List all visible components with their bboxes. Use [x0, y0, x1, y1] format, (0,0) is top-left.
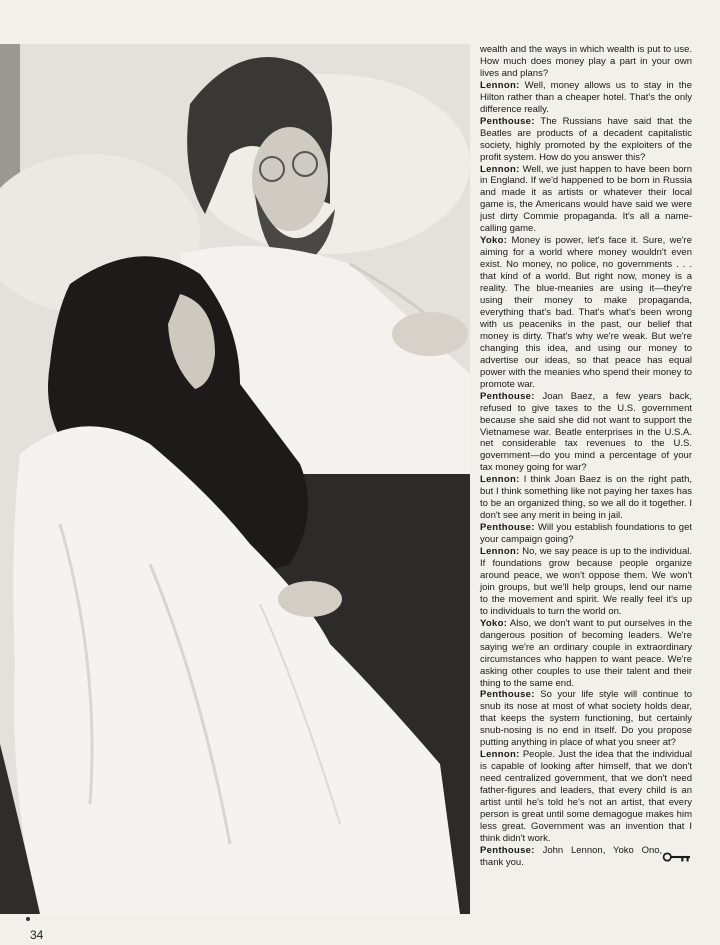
paragraph: Lennon: Well, we just happen to have been born in England. If we'd happened to be born in Russia and made it as artists or whatever their local game is, the Americans would have said we were just dirty Commie propaganda. It's all a name-calling game. [480, 163, 693, 235]
speaker-label: Yoko: [480, 617, 508, 629]
speaker-label: Lennon: [480, 546, 520, 558]
closing-paragraph: Penthouse: John Lennon, Yoko Ono, thank you. [480, 845, 692, 869]
paragraph: Lennon: Well, money allows us to stay in the Hilton rather than a cheaper hotel. That's the only difference really. [480, 79, 692, 115]
paragraph: Penthouse: The Russians have said that the Beatles are products of a decadent capitalistic society, highly promoted by the exploiters of the profit system. How do you answer this? [480, 115, 693, 163]
speaker-label: Penthouse: [480, 390, 535, 402]
paragraph: Yoko: Also, we don't want to put ourselves in the dangerous position of becoming leaders. We're saying we're an ordinary couple in extraordinary circumstances who happen to want peace. We're asking other couples to use their talent and their thing to the same end. [480, 617, 692, 689]
paragraph: Penthouse: So your life style will continue to snub its nose at most of what society holds dear, that keeps the system functioning, but certainly snub-nosing is no end in itself. Do you propose putting anything in place of what you sneer at? [480, 689, 692, 749]
speaker-label: Yoko: [480, 235, 508, 247]
paragraph: Lennon: People. Just the idea that the individual is capable of looking after himself, that we don't need centralized government, that we don't need father-figures and leaders, that every child is an artist until he's told he's not an artist, that every person is great until some demagogue makes him less great. Government was an invention that I think didn't work. [480, 749, 692, 844]
paragraph: Lennon: I think Joan Baez is on the right path, but I think something like not paying her taxes has to be an organized thing, so we all do it together. I don't see any merit in being in jail. [480, 474, 692, 522]
interview-text-column [480, 44, 692, 919]
paragraph: Lennon: No, we say peace is up to the individual. If foundations grow because people organize around peace, we won't oppose them. We won't join groups, but we'll help groups, lend our name to the movement and spirit. We really feel it's up to individuals to turn the world on. [480, 546, 692, 617]
page-dot-mark [26, 917, 30, 921]
paragraph: Penthouse: Joan Baez, a few years back, refused to give taxes to the U.S. government because she said she did not want to support the Vietnamese war. Beatle enterprises in the U.S.A. net considerable tax revenues to the U.S. government—do you mind a percentage of your tax money going for war? [480, 390, 693, 474]
speaker-label: Penthouse: [480, 844, 535, 856]
speaker-label: Penthouse: [480, 689, 535, 701]
speaker-label: Lennon: [480, 79, 520, 91]
photo-illustration [0, 44, 470, 914]
key-icon [662, 851, 692, 863]
speaker-label: Penthouse: [480, 115, 535, 127]
paragraph: Penthouse: Will you establish foundations to get your campaign going? [480, 522, 693, 546]
paragraph: wealth and the ways in which wealth is put to use. How much does money play a part in your own lives and plans? [480, 44, 692, 79]
speaker-label: Lennon: [480, 474, 520, 486]
interview-photograph [0, 44, 470, 914]
page-number: 34 [30, 928, 44, 942]
paragraph: Yoko: Money is power, let's face it. Sure, we're aiming for a world where money wouldn't even exist. No money, no police, no governments . . . that kind of a world. But right now, money is a reality. The blue-meanies are using it—they're using their money to make propaganda, everything that's bad. That's what's been wrong with us peaceniks in the past, our belief that money is dirty. That's why we're weak. But we're changing this idea, and using our money to advertise our ideas, so that peace has equal power with the meanies who spend their money to promote war. [480, 235, 693, 390]
speaker-label: Lennon: [480, 163, 520, 175]
speaker-label: Penthouse: [480, 522, 535, 534]
speaker-label: Lennon: [480, 749, 520, 761]
